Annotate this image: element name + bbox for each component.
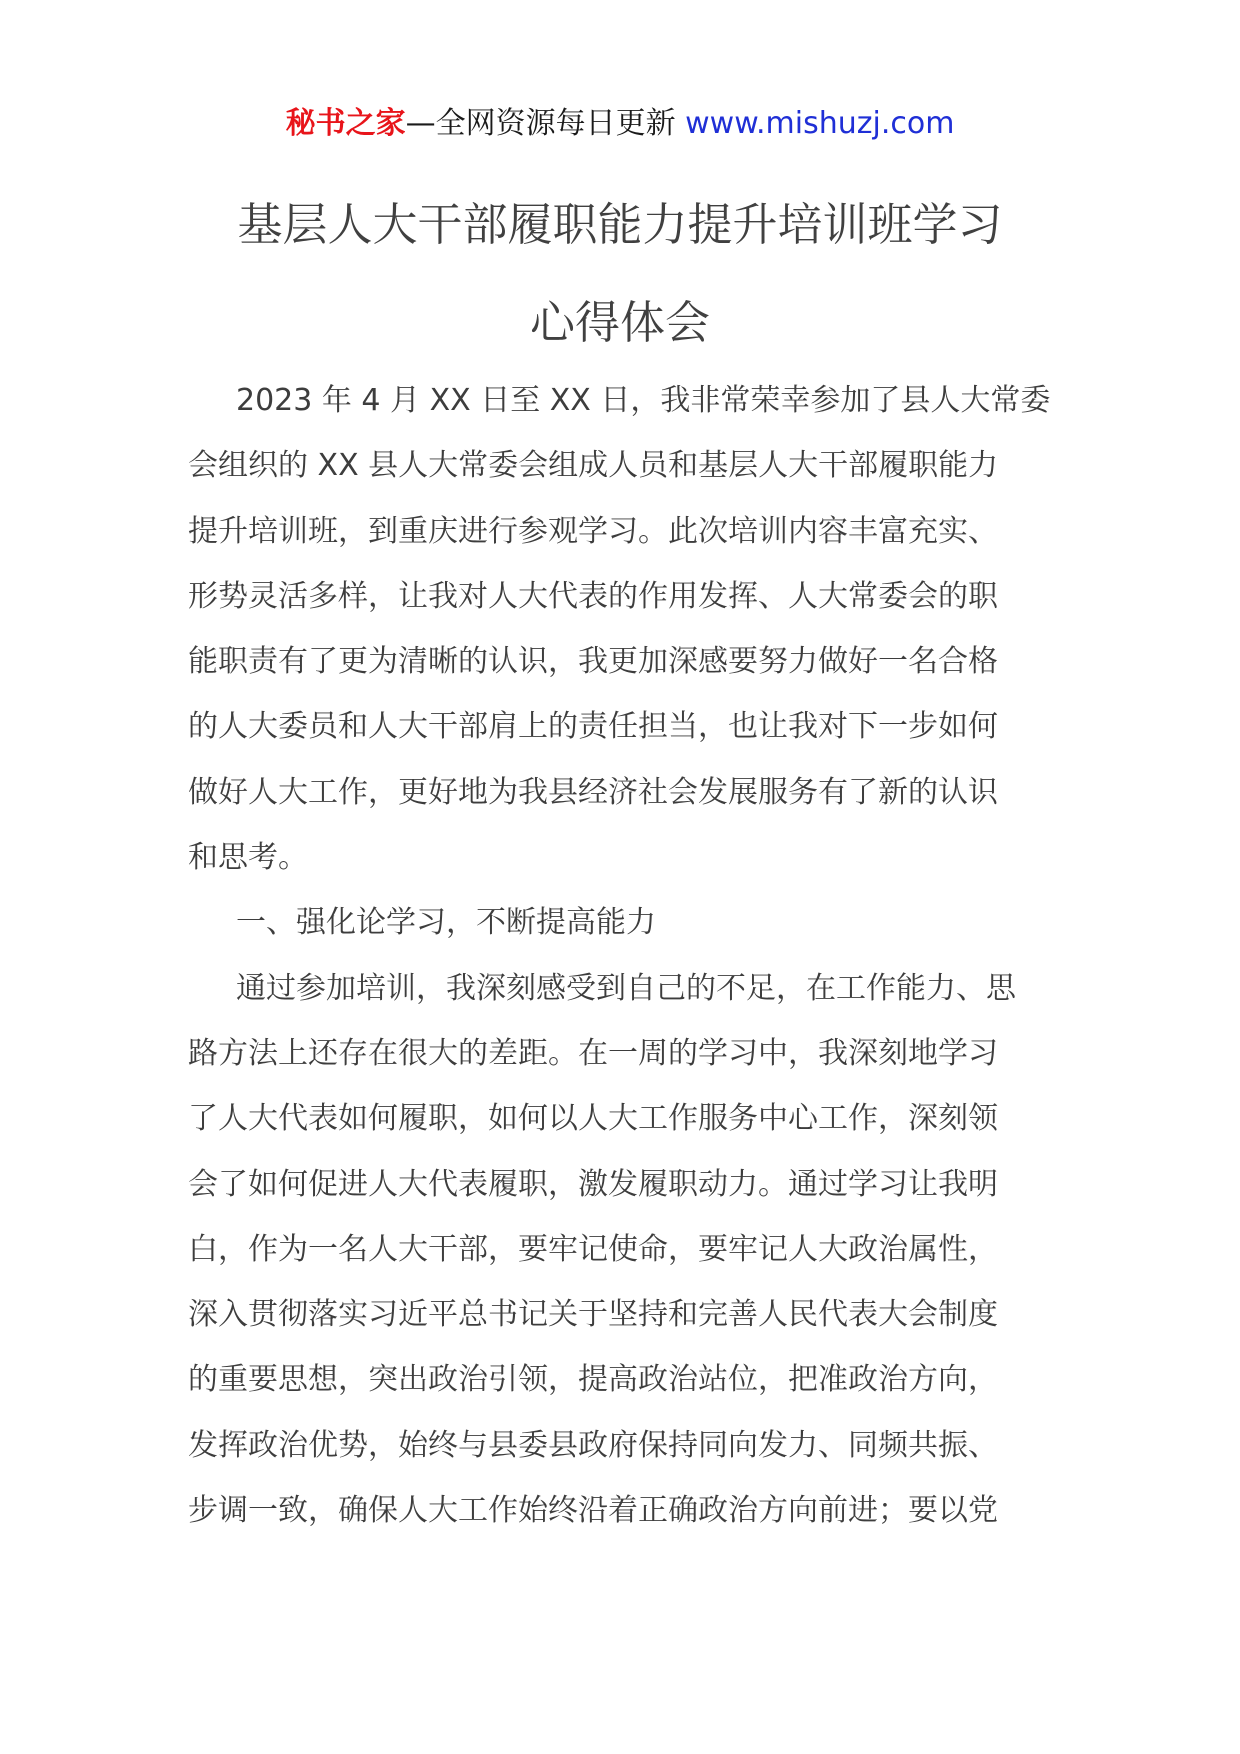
paragraph-line: 提升培训班，到重庆进行参观学习。此次培训内容丰富充实、 [188, 513, 998, 549]
paragraph-line: 做好人大工作，更好地为我县经济社会发展服务有了新的认识 [188, 774, 998, 810]
site-header [0, 100, 1240, 148]
paragraph-line: 的重要思想，突出政治引领，提高政治站位，把准政治方向， [188, 1362, 998, 1398]
section-heading: 一、强化论学习，不断提高能力 [236, 905, 656, 941]
paragraph-line: 通过参加培训，我深刻感受到自己的不足，在工作能力、思 [236, 970, 1016, 1006]
paragraph-line: 会了如何促进人大代表履职，激发履职动力。通过学习让我明 [188, 1166, 998, 1202]
paragraph-line: 会组织的 XX 县人大常委会组成人员和基层人大干部履职能力 [188, 448, 999, 484]
paragraph-line: 发挥政治优势，始终与县委县政府保持同向发力、同频共振、 [188, 1427, 998, 1463]
document-body [188, 368, 1058, 1543]
paragraph-line: 白，作为一名人大干部，要牢记使命，要牢记人大政治属性， [188, 1231, 998, 1267]
document-title-line-1: 基层人大干部履职能力提升培训班学习 [237, 198, 1003, 251]
site-tagline: —全网资源每日更新 [405, 106, 686, 141]
paragraph-line: 2023 年 4 月 XX 日至 XX 日，我非常荣幸参加了县人大常委 [236, 383, 1051, 418]
paragraph-line: 了人大代表如何履职，如何以人大工作服务中心工作，深刻领 [188, 1101, 998, 1137]
site-brand: 秘书之家 [285, 106, 406, 141]
paragraph-line: 形势灵活多样，让我对人大代表的作用发挥、人大常委会的职 [188, 578, 998, 614]
site-url[interactable]: www.mishuzj.com [685, 106, 955, 141]
paragraph-line: 步调一致，确保人大工作始终沿着正确政治方向前进；要以党 [188, 1493, 998, 1529]
paragraph-line: 深入贯彻落实习近平总书记关于坚持和完善人民代表大会制度 [188, 1297, 998, 1333]
paragraph-line: 路方法上还存在很大的差距。在一周的学习中，我深刻地学习 [188, 1035, 998, 1071]
paragraph-line: 能职责有了更为清晰的认识，我更加深感要努力做好一名合格 [188, 644, 998, 680]
document-title-line-2: 心得体会 [529, 296, 710, 349]
paragraph-line: 的人大委员和人大干部肩上的责任担当，也让我对下一步如何 [188, 709, 998, 745]
paragraph-line: 和思考。 [188, 840, 308, 876]
